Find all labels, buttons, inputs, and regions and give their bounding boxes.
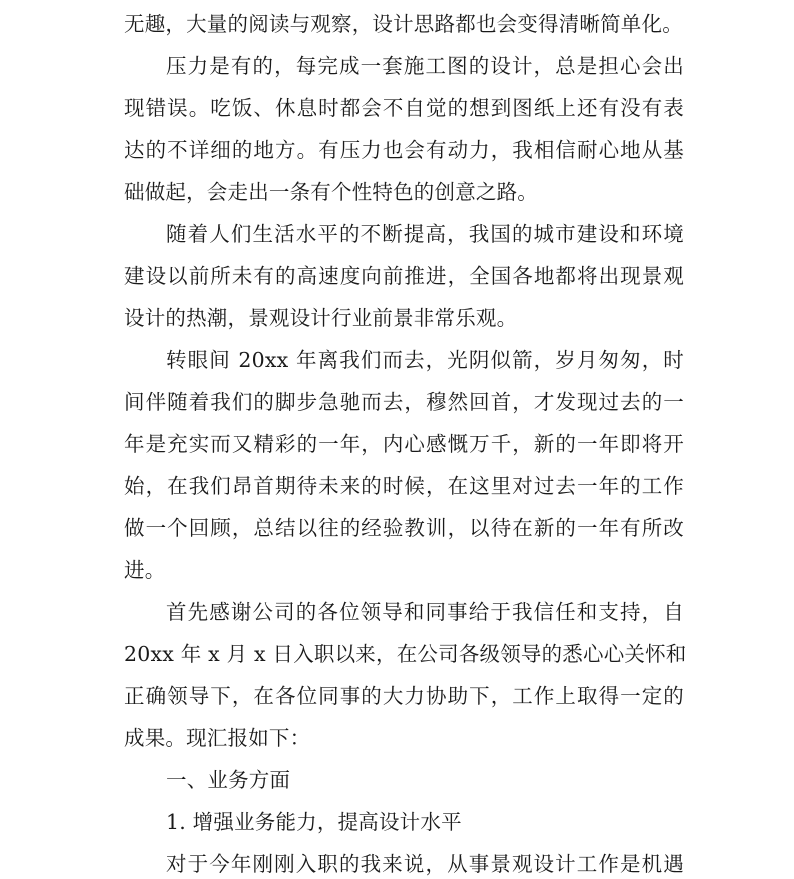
text-line: 始，在我们昂首期待未来的时候，在这里对过去一年的工作: [124, 474, 684, 498]
paragraph-first-line: 对于今年刚刚入职的我来说，从事景观设计工作是机遇: [166, 852, 684, 876]
text-line: 建设以前所未有的高速度向前推进，全国各地都将出现景观: [124, 264, 684, 288]
paragraph-first-line: 压力是有的，每完成一套施工图的设计，总是担心会出: [166, 54, 684, 78]
text-line: 进。: [124, 558, 166, 582]
subsection-heading: 1. 增强业务能力，提高设计水平: [166, 810, 462, 834]
text-line: 20xx 年 x 月 x 日入职以来，在公司各级领导的悉心心关怀和: [124, 642, 687, 666]
text-line: 达的不详细的地方。有压力也会有动力，我相信耐心地从基: [124, 138, 684, 162]
text-line: 无趣，大量的阅读与观察，设计思路都也会变得清晰简单化。: [124, 12, 683, 36]
text-line: 年是充实而又精彩的一年，内心感慨万千，新的一年即将开: [124, 432, 684, 456]
paragraph-first-line: 转眼间 20xx 年离我们而去，光阴似箭，岁月匆匆，时: [166, 348, 684, 372]
text-line: 成果。现汇报如下：: [124, 726, 311, 750]
text-line: 间伴随着我们的脚步急驰而去，穆然回首，才发现过去的一: [124, 390, 684, 414]
paragraph-first-line: 随着人们生活水平的不断提高，我国的城市建设和环境: [166, 222, 684, 246]
section-heading: 一、业务方面: [166, 768, 291, 792]
text-line: 设计的热潮，景观设计行业前景非常乐观。: [124, 306, 518, 330]
text-line: 做一个回顾，总结以往的经验教训，以待在新的一年有所改: [124, 516, 684, 540]
text-line: 础做起，会走出一条有个性特色的创意之路。: [124, 180, 538, 204]
text-line: 现错误。吃饭、休息时都会不自觉的想到图纸上还有没有表: [124, 96, 684, 120]
text-line: 正确领导下，在各位同事的大力协助下，工作上取得一定的: [124, 684, 684, 708]
paragraph-first-line: 首先感谢公司的各位领导和同事给于我信任和支持，自: [166, 600, 684, 624]
